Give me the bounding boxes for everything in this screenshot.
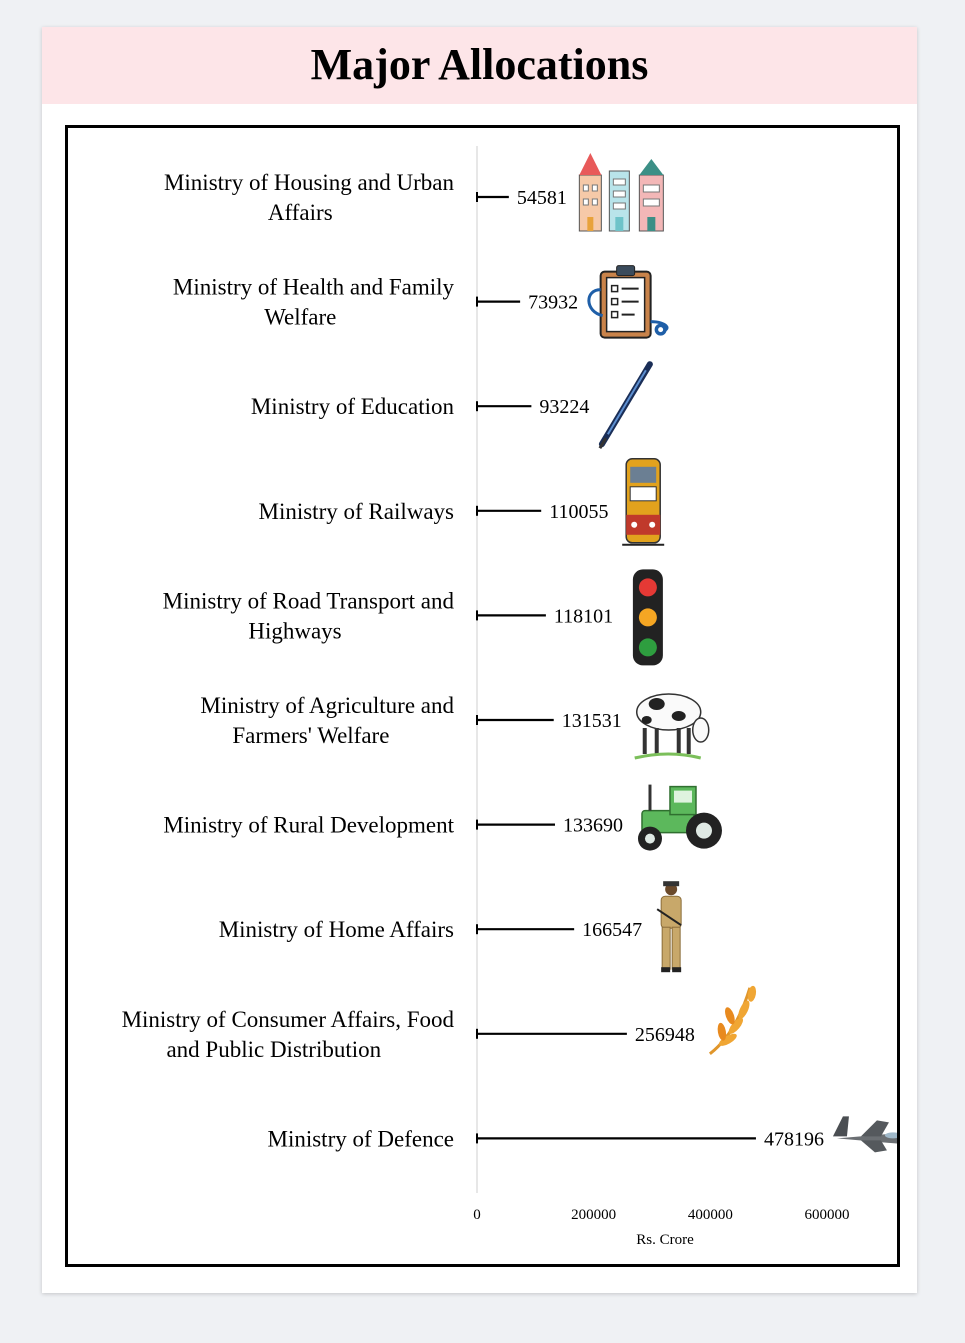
page-title: Major Allocations xyxy=(310,40,649,89)
traffic-light-icon xyxy=(633,569,663,665)
category-label-ministry-of-railways xyxy=(259,499,455,524)
chart-frame xyxy=(65,125,900,1267)
category-label-line: Ministry of Health and Family xyxy=(172,274,454,300)
x-axis-title: Rs. Crore xyxy=(636,1232,694,1248)
data-label-ministry-of-home-affairs: 166547 xyxy=(582,919,643,942)
category-label-line: Ministry of Defence xyxy=(267,1126,454,1152)
category-label-ministry-of-housing-and-urban-affairs xyxy=(164,170,455,225)
x-tick-label-400000: 400000 xyxy=(687,1207,733,1223)
category-label-line: Ministry of Education xyxy=(250,394,454,420)
data-label-ministry-of-defence: 478196 xyxy=(763,1128,824,1151)
category-label-line: Ministry of Consumer Affairs, Food xyxy=(121,1006,454,1032)
data-label-ministry-of-housing-and-urban-affairs: 54581 xyxy=(516,187,567,209)
category-label-ministry-of-health-and-family-welfare xyxy=(173,275,455,330)
category-label-line: Ministry of Rural Development xyxy=(163,812,454,838)
data-label-ministry-of-education: 93224 xyxy=(539,396,590,419)
page-sheet xyxy=(42,27,917,1293)
category-label-ministry-of-road-transport-and-highways xyxy=(163,588,455,643)
x-tick-label-600000: 600000 xyxy=(804,1207,850,1223)
x-tick-label-200000: 200000 xyxy=(571,1207,617,1223)
tractor-icon xyxy=(638,785,722,851)
medical-clipboard-icon xyxy=(589,266,667,338)
wheat-icon xyxy=(710,985,757,1054)
category-label-line: Ministry of Road Transport and xyxy=(162,588,454,614)
title-band xyxy=(42,27,917,104)
category-label-line: Welfare xyxy=(264,304,337,330)
category-label-line: Farmers' Welfare xyxy=(232,723,390,748)
buildings-icon xyxy=(579,153,663,231)
train-icon xyxy=(622,459,664,545)
data-label-ministry-of-health-and-family-welfare: 73932 xyxy=(528,291,579,314)
category-label-ministry-of-agriculture-and-farmers-welfare xyxy=(200,693,454,748)
data-label-ministry-of-rural-development: 133690 xyxy=(562,814,623,837)
category-label-line: Ministry of Agriculture and xyxy=(200,693,454,718)
data-label-ministry-of-railways: 110055 xyxy=(549,500,609,523)
category-label-ministry-of-defence xyxy=(268,1126,455,1151)
pen-icon xyxy=(600,364,650,448)
category-label-line: Ministry of Railways xyxy=(258,498,454,524)
data-label-ministry-of-road-transport-and-highways: 118101 xyxy=(553,605,614,628)
category-label-line: Ministry of Housing and Urban xyxy=(163,170,454,195)
allocation-bar-chart xyxy=(68,128,897,1264)
x-tick-label-0: 0 xyxy=(473,1207,481,1223)
fighter-jet-icon xyxy=(833,1116,897,1152)
category-label-ministry-of-consumer-affairs-food-and-public-distribution xyxy=(122,1007,455,1062)
cow-icon xyxy=(635,694,709,758)
data-label-ministry-of-agriculture-and-farmers-welfare: 131531 xyxy=(561,710,622,732)
category-label-ministry-of-rural-development xyxy=(163,813,454,838)
category-label-ministry-of-home-affairs xyxy=(219,917,454,942)
category-label-line: Affairs xyxy=(267,200,333,225)
police-officer-icon xyxy=(657,881,681,972)
category-label-ministry-of-education xyxy=(251,394,455,419)
category-label-line: Ministry of Home Affairs xyxy=(218,917,454,943)
category-label-line: Highways xyxy=(248,618,342,644)
category-label-line: and Public Distribution xyxy=(166,1036,382,1062)
data-label-ministry-of-consumer-affairs-food-and-public-distribution: 256948 xyxy=(634,1023,695,1046)
